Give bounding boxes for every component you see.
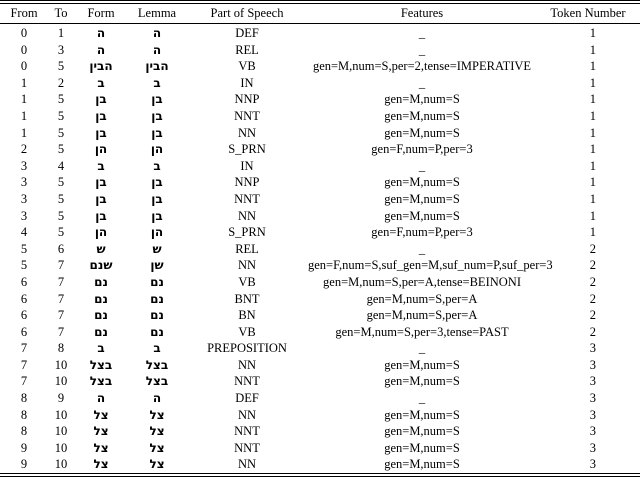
from-cell: 1	[20, 75, 28, 90]
lemma-cell: ה	[152, 391, 162, 406]
form-cell: בצל	[89, 374, 113, 389]
token-number-cell: 3	[589, 341, 596, 356]
from-cell: 7	[20, 357, 28, 372]
table-row	[0, 91, 640, 108]
form-cell: נם	[94, 291, 108, 306]
from-cell: 5	[20, 258, 28, 273]
lemma-cell: צל	[149, 457, 165, 472]
to-cell: 10	[54, 374, 68, 389]
lemma-cell: בן	[151, 175, 163, 190]
pos-cell: BNT	[234, 291, 260, 306]
lemma-cell: בצל	[145, 374, 169, 389]
token-number-cell: 1	[589, 26, 596, 40]
to-cell: 7	[57, 291, 65, 306]
form-cell: צל	[93, 440, 109, 455]
table-row	[0, 58, 640, 75]
to-cell: 4	[57, 158, 65, 173]
from-cell: 3	[20, 208, 28, 223]
token-number-cell: 2	[589, 324, 596, 339]
features-cell: _	[418, 241, 426, 256]
to-cell: 5	[57, 175, 65, 190]
form-cell: ב	[97, 75, 105, 90]
from-cell: 6	[20, 274, 28, 289]
token-number-cell: 3	[589, 407, 596, 422]
pos-cell: NN	[237, 407, 257, 422]
lemma-cell: ב	[153, 341, 161, 356]
form-cell: בן	[95, 108, 107, 123]
lemma-cell: בן	[151, 108, 163, 123]
lemma-cell: ב	[153, 158, 161, 173]
from-cell: 1	[20, 108, 28, 123]
table-row	[0, 141, 640, 158]
pos-cell: NNP	[234, 175, 260, 190]
lemma-cell: צל	[149, 440, 165, 455]
table-row	[0, 208, 640, 225]
features-cell: gen=F,num=S,suf_gen=M,suf_num=P,suf_per=3	[308, 258, 553, 273]
table-row	[0, 174, 640, 191]
from-cell: 7	[20, 341, 28, 356]
pos-cell: VB	[238, 59, 256, 74]
features-cell: _	[418, 26, 426, 40]
form-cell: נם	[94, 274, 108, 289]
features-cell: gen=F,num=P,per=3	[371, 225, 473, 240]
table-row	[0, 357, 640, 374]
header-token-number: Token Number	[550, 6, 626, 20]
token-number-cell: 1	[589, 142, 596, 157]
to-cell: 10	[54, 357, 68, 372]
from-cell: 3	[20, 191, 28, 206]
token-number-cell: 1	[589, 59, 596, 74]
to-cell: 10	[54, 407, 68, 422]
token-number-cell: 3	[589, 457, 596, 472]
lemma-cell: הבין	[145, 59, 169, 74]
table-row	[0, 241, 640, 258]
features-cell: gen=M,num=S,per=3,tense=PAST	[335, 324, 509, 339]
form-cell: צל	[93, 407, 109, 422]
table-row	[0, 324, 640, 341]
pos-cell: DEF	[235, 391, 259, 406]
lemma-cell: נם	[150, 291, 164, 306]
header-from: From	[10, 6, 38, 20]
to-cell: 7	[57, 274, 65, 289]
form-cell: ה	[96, 42, 106, 57]
form-cell: שנם	[89, 258, 113, 273]
features-cell: gen=M,num=S	[384, 374, 460, 389]
to-cell: 9	[57, 391, 65, 406]
token-number-cell: 1	[589, 208, 596, 223]
form-cell: הבין	[89, 59, 113, 74]
form-cell: ה	[96, 391, 106, 406]
features-cell: gen=M,num=S,per=2,tense=IMPERATIVE	[312, 59, 532, 74]
header-features: Features	[400, 6, 444, 20]
to-cell: 5	[57, 225, 65, 240]
features-cell: gen=M,num=S	[384, 125, 460, 140]
lemma-cell: נם	[150, 308, 164, 323]
table-row	[0, 158, 640, 175]
from-cell: 9	[20, 440, 28, 455]
header-to: To	[54, 6, 68, 20]
form-cell: צל	[93, 457, 109, 472]
table-row	[0, 440, 640, 457]
features-cell: gen=M,num=S	[384, 175, 460, 190]
to-cell: 1	[57, 26, 65, 40]
lemma-cell: בן	[151, 191, 163, 206]
table-row	[0, 274, 640, 291]
form-cell: הן	[94, 142, 108, 157]
lemma-cell: הן	[150, 142, 164, 157]
form-cell: נם	[94, 324, 108, 339]
table-row	[0, 257, 640, 274]
token-number-cell: 3	[589, 424, 596, 439]
lemma-cell: נם	[150, 324, 164, 339]
pos-cell: NN	[237, 457, 257, 472]
token-number-cell: 1	[589, 92, 596, 107]
pos-cell: VB	[238, 324, 256, 339]
table-row	[0, 340, 640, 357]
to-cell: 5	[57, 142, 65, 157]
pos-cell: NN	[237, 357, 257, 372]
from-cell: 0	[20, 59, 28, 74]
token-number-cell: 2	[589, 308, 596, 323]
table-row	[0, 108, 640, 125]
lemma-cell: צל	[149, 407, 165, 422]
token-number-cell: 2	[589, 274, 596, 289]
token-number-cell: 1	[589, 75, 596, 90]
token-number-cell: 3	[589, 440, 596, 455]
header-pos: Part of Speech	[210, 6, 284, 20]
table-row	[0, 407, 640, 424]
from-cell: 3	[20, 175, 28, 190]
to-cell: 5	[57, 125, 65, 140]
bottom-rule-2	[0, 476, 640, 477]
features-cell: _	[418, 341, 426, 356]
form-cell: בן	[95, 208, 107, 223]
to-cell: 5	[57, 191, 65, 206]
lemma-cell: בן	[151, 125, 163, 140]
from-cell: 8	[20, 424, 28, 439]
pos-cell: NN	[237, 208, 257, 223]
features-cell: gen=M,num=S	[384, 208, 460, 223]
table-row	[0, 456, 640, 473]
pos-cell: NNT	[234, 191, 260, 206]
from-cell: 7	[20, 374, 28, 389]
token-number-cell: 1	[589, 158, 596, 173]
from-cell: 6	[20, 308, 28, 323]
features-cell: gen=M,num=S	[384, 457, 460, 472]
lemma-cell: צל	[149, 424, 165, 439]
from-cell: 4	[20, 225, 28, 240]
token-number-cell: 2	[589, 258, 596, 273]
pos-cell: NNT	[234, 440, 260, 455]
table-row	[0, 423, 640, 440]
from-cell: 6	[20, 324, 28, 339]
features-cell: _	[418, 391, 426, 406]
lemma-cell: ה	[152, 42, 162, 57]
form-cell: בן	[95, 175, 107, 190]
features-cell: gen=M,num=S	[384, 108, 460, 123]
table-row	[0, 390, 640, 407]
to-cell: 8	[57, 341, 65, 356]
to-cell: 5	[57, 59, 65, 74]
token-number-cell: 1	[589, 125, 596, 140]
pos-cell: NNT	[234, 374, 260, 389]
to-cell: 7	[57, 258, 65, 273]
features-cell: _	[418, 42, 426, 57]
to-cell: 6	[57, 241, 65, 256]
from-cell: 0	[20, 26, 28, 40]
features-cell: gen=M,num=S	[384, 440, 460, 455]
features-cell: gen=M,num=S	[384, 424, 460, 439]
table-row	[0, 307, 640, 324]
from-cell: 6	[20, 291, 28, 306]
table-row	[0, 191, 640, 208]
token-number-cell: 1	[589, 175, 596, 190]
pos-cell: BN	[238, 308, 256, 323]
lemma-cell: נם	[150, 274, 164, 289]
pos-cell: NNT	[234, 424, 260, 439]
form-cell: נם	[94, 308, 108, 323]
features-cell: _	[418, 158, 426, 173]
from-cell: 2	[20, 142, 28, 157]
from-cell: 8	[20, 391, 28, 406]
to-cell: 7	[57, 324, 65, 339]
lemma-cell: בן	[151, 208, 163, 223]
to-cell: 5	[57, 208, 65, 223]
table-row	[0, 291, 640, 308]
header-row	[0, 4, 640, 24]
table-row	[0, 42, 640, 59]
table-row	[0, 373, 640, 390]
form-cell: בן	[95, 125, 107, 140]
table-row	[0, 125, 640, 142]
features-cell: gen=M,num=S	[384, 191, 460, 206]
features-cell: gen=M,num=S,per=A	[366, 308, 478, 323]
header-form: Form	[87, 6, 115, 20]
pos-cell: NN	[237, 125, 257, 140]
features-cell: gen=M,num=S	[384, 92, 460, 107]
to-cell: 5	[57, 92, 65, 107]
to-cell: 2	[57, 75, 65, 90]
features-cell: gen=M,num=S	[384, 357, 460, 372]
form-cell: בצל	[89, 357, 113, 372]
to-cell: 10	[54, 424, 68, 439]
form-cell: ב	[97, 341, 105, 356]
lemma-cell: ב	[153, 75, 161, 90]
from-cell: 1	[20, 92, 28, 107]
lemma-cell: הן	[150, 225, 164, 240]
pos-cell: NNT	[234, 108, 260, 123]
pos-cell: DEF	[235, 26, 259, 40]
pos-cell: NN	[237, 258, 257, 273]
form-cell: ש	[96, 241, 106, 256]
lemma-cell: שן	[150, 258, 164, 273]
pos-cell: REL	[235, 42, 259, 57]
features-cell: gen=F,num=P,per=3	[371, 142, 473, 157]
lemma-cell: ש	[152, 241, 162, 256]
from-cell: 0	[20, 42, 28, 57]
form-cell: בן	[95, 92, 107, 107]
features-cell: gen=M,num=S,per=A,tense=BEINONI	[323, 274, 521, 289]
features-cell: gen=M,num=S	[384, 407, 460, 422]
table-row	[0, 224, 640, 241]
features-cell: _	[418, 75, 426, 90]
from-cell: 5	[20, 241, 28, 256]
pos-cell: REL	[235, 241, 259, 256]
to-cell: 7	[57, 308, 65, 323]
token-number-cell: 2	[589, 291, 596, 306]
pos-cell: IN	[240, 75, 254, 90]
pos-cell: S_PRN	[228, 225, 266, 240]
form-cell: הן	[94, 225, 108, 240]
table-row	[0, 75, 640, 92]
form-cell: ה	[96, 26, 106, 40]
from-cell: 9	[20, 457, 28, 472]
table-body	[0, 25, 640, 473]
pos-cell: VB	[238, 274, 256, 289]
header-lemma: Lemma	[137, 6, 177, 20]
to-cell: 10	[54, 457, 68, 472]
lemma-cell: בן	[151, 92, 163, 107]
pos-cell: S_PRN	[228, 142, 266, 157]
token-number-cell: 3	[589, 357, 596, 372]
table-row	[0, 25, 640, 42]
features-cell: gen=M,num=S,per=A	[366, 291, 478, 306]
pos-cell: IN	[240, 158, 254, 173]
token-number-cell: 1	[589, 42, 596, 57]
from-cell: 8	[20, 407, 28, 422]
token-number-cell: 1	[589, 225, 596, 240]
token-number-cell: 2	[589, 241, 596, 256]
to-cell: 5	[57, 108, 65, 123]
form-cell: צל	[93, 424, 109, 439]
token-number-cell: 1	[589, 191, 596, 206]
to-cell: 3	[57, 42, 65, 57]
lemma-cell: ה	[152, 26, 162, 40]
form-cell: בן	[95, 191, 107, 206]
token-number-cell: 3	[589, 391, 596, 406]
token-number-cell: 3	[589, 374, 596, 389]
from-cell: 1	[20, 125, 28, 140]
from-cell: 3	[20, 158, 28, 173]
form-cell: ב	[97, 158, 105, 173]
pos-cell: NNP	[234, 92, 260, 107]
token-number-cell: 1	[589, 108, 596, 123]
morphological-lattice-table	[0, 4, 640, 473]
to-cell: 10	[54, 440, 68, 455]
pos-cell: PREPOSITION	[207, 341, 287, 356]
lemma-cell: בצל	[145, 357, 169, 372]
